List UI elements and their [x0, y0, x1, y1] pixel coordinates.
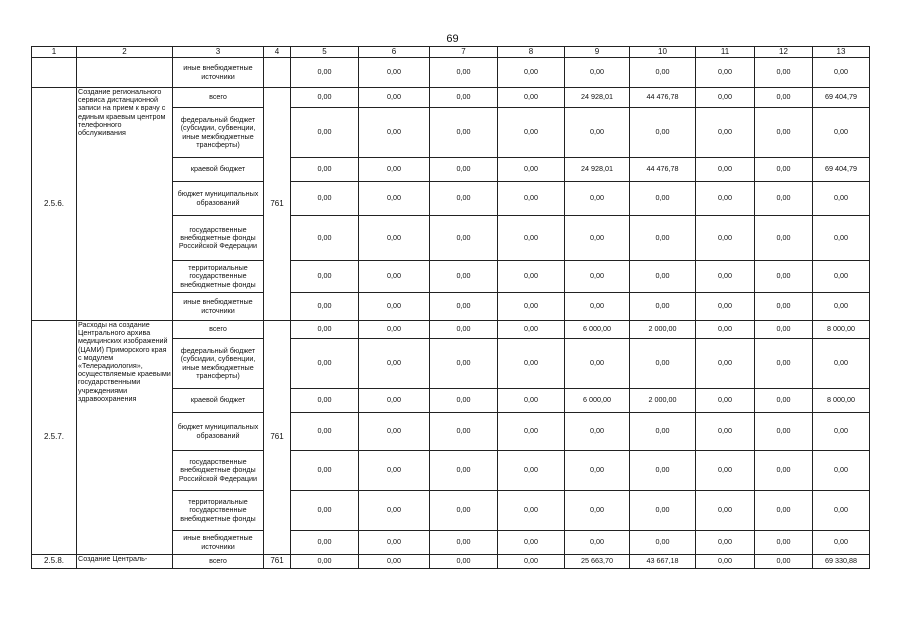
amount-cell: 0,00	[430, 88, 498, 108]
amount-cell: 0,00	[565, 531, 630, 555]
executor-cell: 761	[264, 555, 291, 569]
col-header: 9	[565, 47, 630, 58]
amount-cell: 0,00	[430, 182, 498, 216]
amount-cell: 0,00	[291, 58, 359, 88]
amount-cell: 0,00	[498, 321, 565, 339]
amount-cell: 0,00	[359, 531, 430, 555]
amount-cell: 0,00	[630, 58, 696, 88]
col-header: 13	[813, 47, 870, 58]
funding-source-cell: иные внебюджетные источники	[173, 293, 264, 321]
executor-cell: 761	[264, 321, 291, 555]
col-header: 2	[77, 47, 173, 58]
amount-cell: 0,00	[565, 182, 630, 216]
amount-cell: 0,00	[755, 182, 813, 216]
amount-cell: 0,00	[291, 293, 359, 321]
amount-cell: 0,00	[813, 451, 870, 491]
amount-cell: 0,00	[630, 182, 696, 216]
amount-cell: 0,00	[498, 108, 565, 158]
amount-cell: 24 928,01	[565, 158, 630, 182]
col-header: 7	[430, 47, 498, 58]
amount-cell: 0,00	[755, 531, 813, 555]
amount-cell: 0,00	[359, 58, 430, 88]
amount-cell: 69 330,88	[813, 555, 870, 569]
table-row	[32, 58, 870, 88]
funding-source-cell: государственные внебюджетные фонды Российской Федерации	[173, 216, 264, 261]
table-row	[32, 555, 870, 569]
amount-cell: 0,00	[565, 58, 630, 88]
amount-cell: 8 000,00	[813, 321, 870, 339]
amount-cell: 0,00	[498, 339, 565, 389]
amount-cell: 0,00	[696, 261, 755, 293]
amount-cell: 0,00	[430, 451, 498, 491]
amount-cell: 0,00	[813, 182, 870, 216]
funding-source-cell: краевой бюджет	[173, 389, 264, 413]
amount-cell: 0,00	[430, 293, 498, 321]
amount-cell: 0,00	[630, 451, 696, 491]
amount-cell: 0,00	[755, 293, 813, 321]
funding-source-cell: федеральный бюджет (субсидии, субвенции, иные межбюджетные трансферты)	[173, 339, 264, 389]
amount-cell: 0,00	[359, 158, 430, 182]
funding-source-cell: бюджет муниципальных образований	[173, 182, 264, 216]
amount-cell: 8 000,00	[813, 389, 870, 413]
amount-cell: 0,00	[291, 88, 359, 108]
amount-cell: 0,00	[755, 491, 813, 531]
amount-cell: 0,00	[359, 182, 430, 216]
amount-cell: 0,00	[813, 531, 870, 555]
amount-cell: 0,00	[498, 413, 565, 451]
amount-cell: 0,00	[498, 293, 565, 321]
col-header: 11	[696, 47, 755, 58]
amount-cell: 0,00	[565, 261, 630, 293]
amount-cell: 0,00	[565, 108, 630, 158]
amount-cell: 0,00	[755, 339, 813, 389]
amount-cell: 0,00	[359, 216, 430, 261]
amount-cell: 0,00	[291, 389, 359, 413]
amount-cell: 0,00	[696, 108, 755, 158]
amount-cell: 0,00	[630, 216, 696, 261]
amount-cell: 0,00	[291, 413, 359, 451]
executor-cell: 761	[264, 88, 291, 321]
amount-cell: 0,00	[565, 491, 630, 531]
amount-cell: 0,00	[498, 216, 565, 261]
table-row	[32, 88, 870, 108]
amount-cell: 0,00	[696, 555, 755, 569]
amount-cell: 0,00	[565, 293, 630, 321]
amount-cell: 0,00	[696, 182, 755, 216]
amount-cell: 0,00	[359, 261, 430, 293]
funding-source-cell: территориальные государственные внебюджетные фонды	[173, 261, 264, 293]
amount-cell: 0,00	[498, 58, 565, 88]
amount-cell: 0,00	[755, 555, 813, 569]
amount-cell: 0,00	[696, 293, 755, 321]
description-cell: Создание регионального сервиса дистанционной записи на прием к врачу с единым краевым центром телефонного обслуживания	[77, 88, 173, 321]
amount-cell: 0,00	[755, 108, 813, 158]
col-header: 4	[264, 47, 291, 58]
amount-cell: 0,00	[498, 555, 565, 569]
amount-cell: 69 404,79	[813, 158, 870, 182]
amount-cell: 0,00	[430, 413, 498, 451]
amount-cell: 6 000,00	[565, 321, 630, 339]
funding-source-cell: иные внебюджетные источники	[173, 531, 264, 555]
amount-cell: 2 000,00	[630, 389, 696, 413]
amount-cell: 0,00	[813, 108, 870, 158]
amount-cell: 0,00	[813, 293, 870, 321]
amount-cell: 0,00	[291, 108, 359, 158]
amount-cell: 0,00	[630, 293, 696, 321]
amount-cell: 43 667,18	[630, 555, 696, 569]
budget-table	[31, 46, 870, 569]
item-code-cell	[32, 58, 77, 88]
amount-cell: 0,00	[696, 413, 755, 451]
amount-cell: 0,00	[755, 451, 813, 491]
col-header: 8	[498, 47, 565, 58]
executor-cell	[264, 58, 291, 88]
funding-source-cell: государственные внебюджетные фонды Российской Федерации	[173, 451, 264, 491]
amount-cell: 0,00	[565, 339, 630, 389]
amount-cell: 0,00	[359, 321, 430, 339]
amount-cell: 0,00	[755, 261, 813, 293]
funding-source-cell: всего	[173, 321, 264, 339]
amount-cell: 0,00	[291, 158, 359, 182]
amount-cell: 0,00	[430, 108, 498, 158]
amount-cell: 44 476,78	[630, 88, 696, 108]
amount-cell: 0,00	[630, 491, 696, 531]
amount-cell: 0,00	[430, 491, 498, 531]
col-header: 5	[291, 47, 359, 58]
col-header: 3	[173, 47, 264, 58]
amount-cell: 0,00	[630, 531, 696, 555]
amount-cell: 0,00	[291, 321, 359, 339]
funding-source-cell: иные внебюджетные источники	[173, 58, 264, 88]
amount-cell: 0,00	[755, 413, 813, 451]
amount-cell: 0,00	[565, 413, 630, 451]
amount-cell: 0,00	[813, 491, 870, 531]
amount-cell: 0,00	[565, 216, 630, 261]
description-cell: Расходы на создание Центрального архива медицинских изображений (ЦАМИ) Приморского края с модулем «Телерадиология», осуществляемые краевыми государственными учреждениями здравоохранения	[77, 321, 173, 555]
amount-cell: 0,00	[359, 389, 430, 413]
amount-cell: 0,00	[813, 413, 870, 451]
amount-cell: 0,00	[498, 491, 565, 531]
amount-cell: 0,00	[430, 158, 498, 182]
amount-cell: 0,00	[696, 339, 755, 389]
amount-cell: 0,00	[755, 321, 813, 339]
amount-cell: 0,00	[430, 216, 498, 261]
amount-cell: 0,00	[291, 339, 359, 389]
funding-source-cell: всего	[173, 88, 264, 108]
amount-cell: 0,00	[498, 451, 565, 491]
amount-cell: 0,00	[430, 555, 498, 569]
table-row	[32, 321, 870, 339]
amount-cell: 0,00	[498, 531, 565, 555]
amount-cell: 69 404,79	[813, 88, 870, 108]
col-header: 1	[32, 47, 77, 58]
amount-cell: 0,00	[430, 339, 498, 389]
amount-cell: 0,00	[359, 293, 430, 321]
amount-cell: 0,00	[291, 555, 359, 569]
amount-cell: 0,00	[359, 108, 430, 158]
amount-cell: 0,00	[498, 158, 565, 182]
amount-cell: 0,00	[630, 339, 696, 389]
amount-cell: 0,00	[813, 216, 870, 261]
amount-cell: 0,00	[813, 261, 870, 293]
item-code-cell: 2.5.8.	[32, 555, 77, 569]
amount-cell: 0,00	[430, 58, 498, 88]
amount-cell: 6 000,00	[565, 389, 630, 413]
funding-source-cell: федеральный бюджет (субсидии, субвенции, иные межбюджетные трансферты)	[173, 108, 264, 158]
page-number: 69	[446, 33, 459, 45]
amount-cell: 0,00	[755, 216, 813, 261]
amount-cell: 0,00	[696, 451, 755, 491]
amount-cell: 0,00	[630, 108, 696, 158]
amount-cell: 0,00	[291, 216, 359, 261]
funding-source-cell: краевой бюджет	[173, 158, 264, 182]
amount-cell: 0,00	[755, 158, 813, 182]
amount-cell: 0,00	[359, 88, 430, 108]
amount-cell: 0,00	[696, 58, 755, 88]
amount-cell: 0,00	[359, 555, 430, 569]
item-code-cell: 2.5.7.	[32, 321, 77, 555]
amount-cell: 0,00	[755, 58, 813, 88]
amount-cell: 0,00	[430, 389, 498, 413]
amount-cell: 0,00	[696, 389, 755, 413]
amount-cell: 0,00	[565, 451, 630, 491]
column-number-row	[32, 47, 870, 58]
amount-cell: 0,00	[630, 413, 696, 451]
amount-cell: 0,00	[359, 413, 430, 451]
amount-cell: 0,00	[755, 389, 813, 413]
funding-source-cell: территориальные государственные внебюджетные фонды	[173, 491, 264, 531]
amount-cell: 24 928,01	[565, 88, 630, 108]
amount-cell: 0,00	[498, 261, 565, 293]
description-cell	[77, 58, 173, 88]
amount-cell: 0,00	[696, 491, 755, 531]
amount-cell: 25 663,70	[565, 555, 630, 569]
funding-source-cell: бюджет муниципальных образований	[173, 413, 264, 451]
amount-cell: 0,00	[359, 339, 430, 389]
amount-cell: 0,00	[755, 88, 813, 108]
col-header: 12	[755, 47, 813, 58]
item-code-cell: 2.5.6.	[32, 88, 77, 321]
amount-cell: 0,00	[498, 88, 565, 108]
amount-cell: 0,00	[291, 491, 359, 531]
amount-cell: 0,00	[359, 451, 430, 491]
amount-cell: 0,00	[696, 158, 755, 182]
amount-cell: 0,00	[696, 88, 755, 108]
col-header: 6	[359, 47, 430, 58]
amount-cell: 0,00	[813, 339, 870, 389]
amount-cell: 0,00	[498, 182, 565, 216]
funding-source-cell: всего	[173, 555, 264, 569]
amount-cell: 0,00	[359, 491, 430, 531]
amount-cell: 2 000,00	[630, 321, 696, 339]
amount-cell: 0,00	[813, 58, 870, 88]
amount-cell: 0,00	[430, 531, 498, 555]
amount-cell: 0,00	[696, 321, 755, 339]
amount-cell: 0,00	[291, 451, 359, 491]
amount-cell: 0,00	[291, 182, 359, 216]
amount-cell: 0,00	[498, 389, 565, 413]
amount-cell: 0,00	[291, 261, 359, 293]
amount-cell: 44 476,78	[630, 158, 696, 182]
amount-cell: 0,00	[696, 531, 755, 555]
col-header: 10	[630, 47, 696, 58]
amount-cell: 0,00	[630, 261, 696, 293]
amount-cell: 0,00	[430, 261, 498, 293]
amount-cell: 0,00	[291, 531, 359, 555]
amount-cell: 0,00	[696, 216, 755, 261]
amount-cell: 0,00	[430, 321, 498, 339]
description-cell: Создание Централь-	[77, 555, 173, 569]
